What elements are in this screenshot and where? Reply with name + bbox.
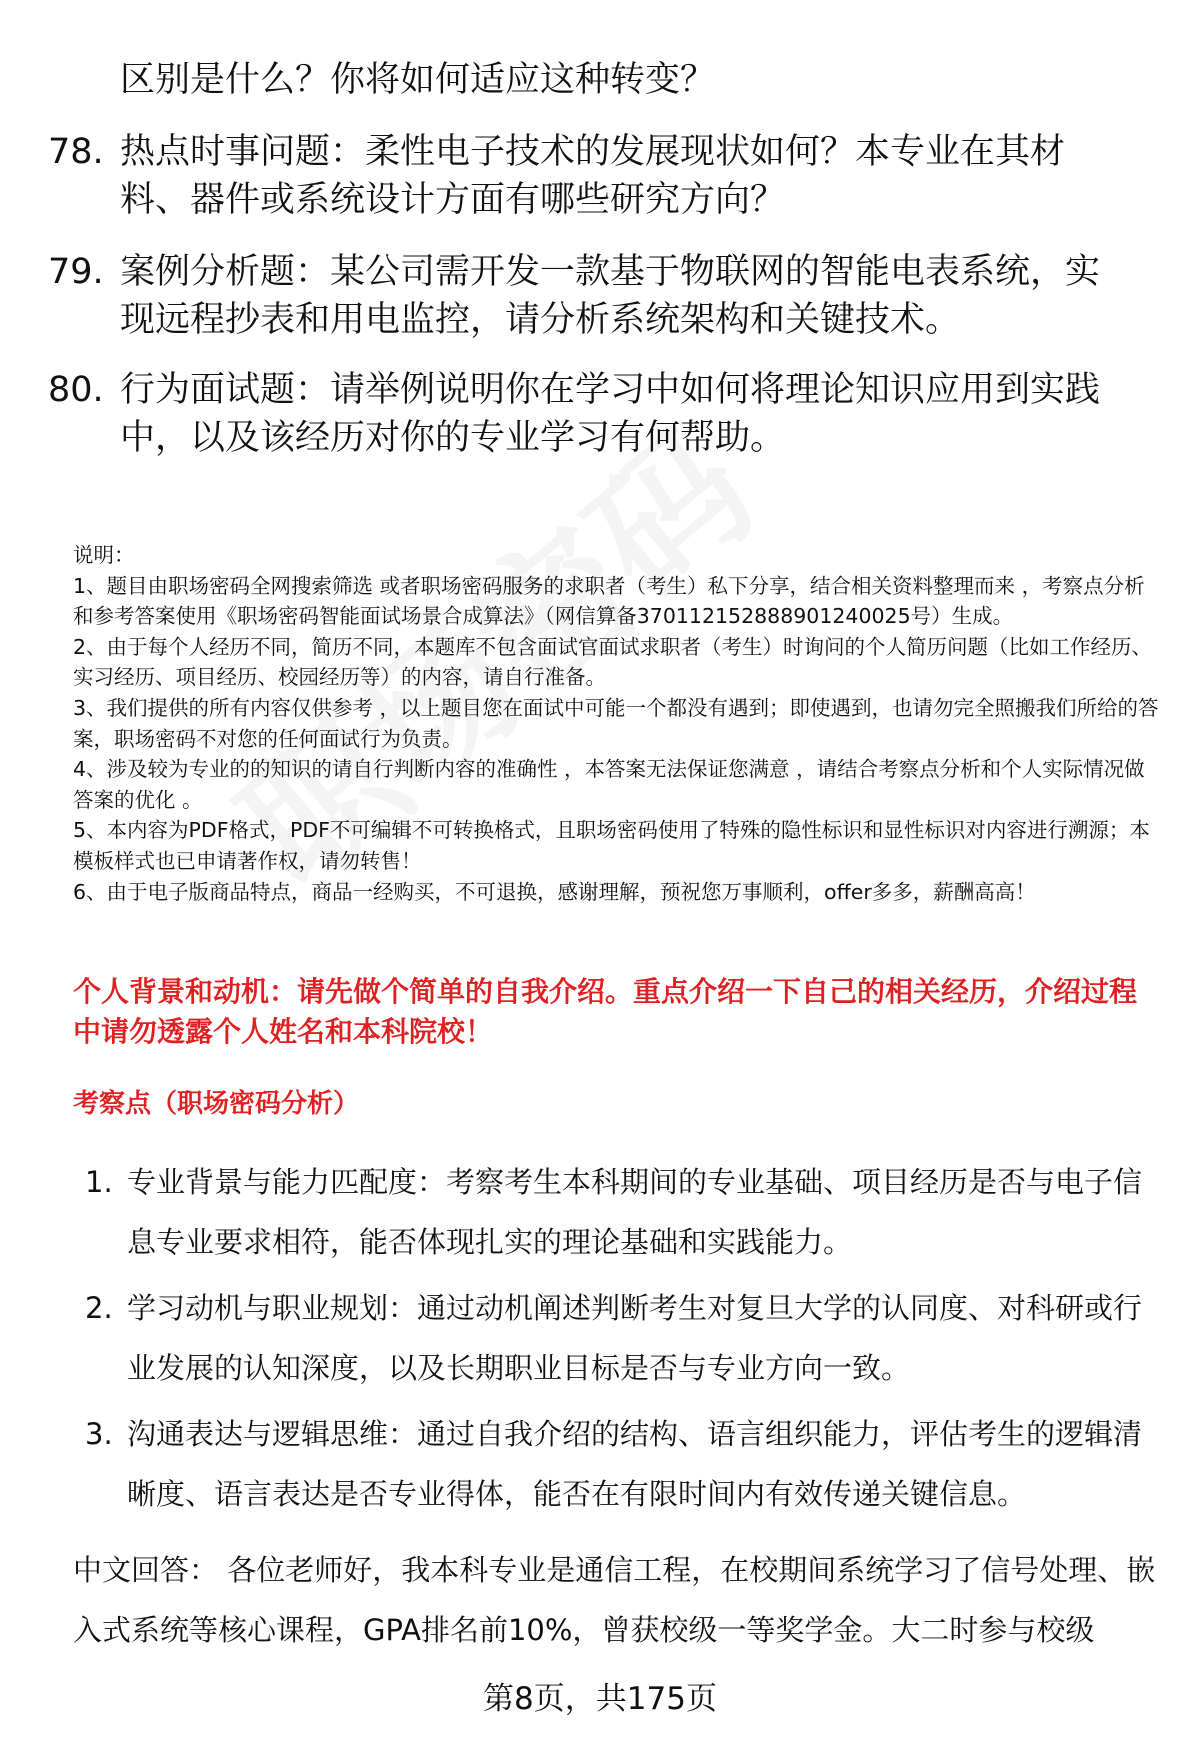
interview-question-heading: 个人背景和动机：请先做个简单的自我介绍。重点介绍一下自己的相关经历，介绍过程中请勿透露个人姓名和本科院校！ — [73, 975, 1138, 1048]
notes-title: 说明： — [73, 543, 135, 567]
question-text: 案例分析题：某公司需开发一款基于物联网的智能电表系统，实现远程抄表和用电监控，请分析系统架构和关键技术。 — [120, 252, 1101, 340]
note-item: 1、题目由职场密码全网搜索筛选 或者职场密码服务的求职者（考生）私下分享，结合相关资料整理而来 ，考察点分析和参考答案使用《职场密码智能面试场景合成算法》（网信算备370112152888901240025号）生成。 — [73, 573, 1145, 629]
point-text: 学习动机与职业规划：通过动机阐述判断考生对复旦大学的认同度、对科研或行业发展的认知深度，以及长期职业目标是否与专业方向一致。 — [127, 1291, 1143, 1385]
question-text: 区别是什么？你将如何适应这种转变？ — [120, 60, 716, 100]
section-title: 考察点（职场密码分析） — [73, 1089, 360, 1119]
note-item: 2、由于每个人经历不同，简历不同，本题库不包含面试官面试求职者（考生）时询问的个人简历问题（比如工作经历、实习经历、项目经历、校园经历等）的内容，请自行准备。 — [73, 634, 1153, 690]
point-text: 沟通表达与逻辑思维：通过自我介绍的结构、语言组织能力，评估考生的逻辑清晰度、语言表达是否专业得体，能否在有限时间内有效传递关键信息。 — [127, 1417, 1143, 1511]
note-item: 4、涉及较为专业的的知识的请自行判断内容的准确性 ，本答案无法保证您满意 ，请结合考察点分析和个人实际情况做答案的优化 。 — [73, 757, 1145, 812]
chinese-answer: 中文回答： 各位老师好，我本科专业是通信工程，在校期间系统学习了信号处理、嵌入式系统等核心课程，GPA排名前10%，曾获校级一等奖学金。大二时参与校级 — [73, 1553, 1156, 1647]
note-item: 3、我们提供的所有内容仅供参考 ，以上题目您在面试中可能一个都没有遇到；即使遇到，也请勿完全照搬我们所给的答案，职场密码不对您的任何面试行为负责。 — [73, 695, 1159, 751]
note-item: 5、本内容为PDF格式，PDF不可编辑不可转换格式，且职场密码使用了特殊的隐性标识和显性标识对内容进行溯源；本模板样式也已申请著作权，请勿转售！ — [73, 818, 1150, 873]
question-text: 热点时事问题：柔性电子技术的发展现状如何？本专业在其材料、器件或系统设计方面有哪些研究方向？ — [120, 132, 1066, 220]
note-item: 6、由于电子版商品特点，商品一经购买，不可退换，感谢理解，预祝您万事顺利，offer多多，薪酬高高！ — [73, 879, 1036, 904]
point-text: 专业背景与能力匹配度：考察考生本科期间的专业基础、项目经历是否与电子信息专业要求相符，能否体现扎实的理论基础和实践能力。 — [127, 1165, 1143, 1259]
disclaimer-notes — [73, 540, 1163, 907]
question-number: 79. — [48, 252, 104, 292]
page-number: 第8页，共175页 — [483, 1681, 717, 1717]
point-number: 1. — [85, 1165, 113, 1199]
question-number: 80. — [48, 370, 104, 410]
point-number: 2. — [85, 1291, 113, 1325]
point-number: 3. — [85, 1417, 113, 1451]
question-text: 行为面试题：请举例说明你在学习中如何将理论知识应用到实践中，以及该经历对你的专业学习有何帮助。 — [120, 370, 1101, 458]
question-number: 78. — [48, 132, 104, 172]
